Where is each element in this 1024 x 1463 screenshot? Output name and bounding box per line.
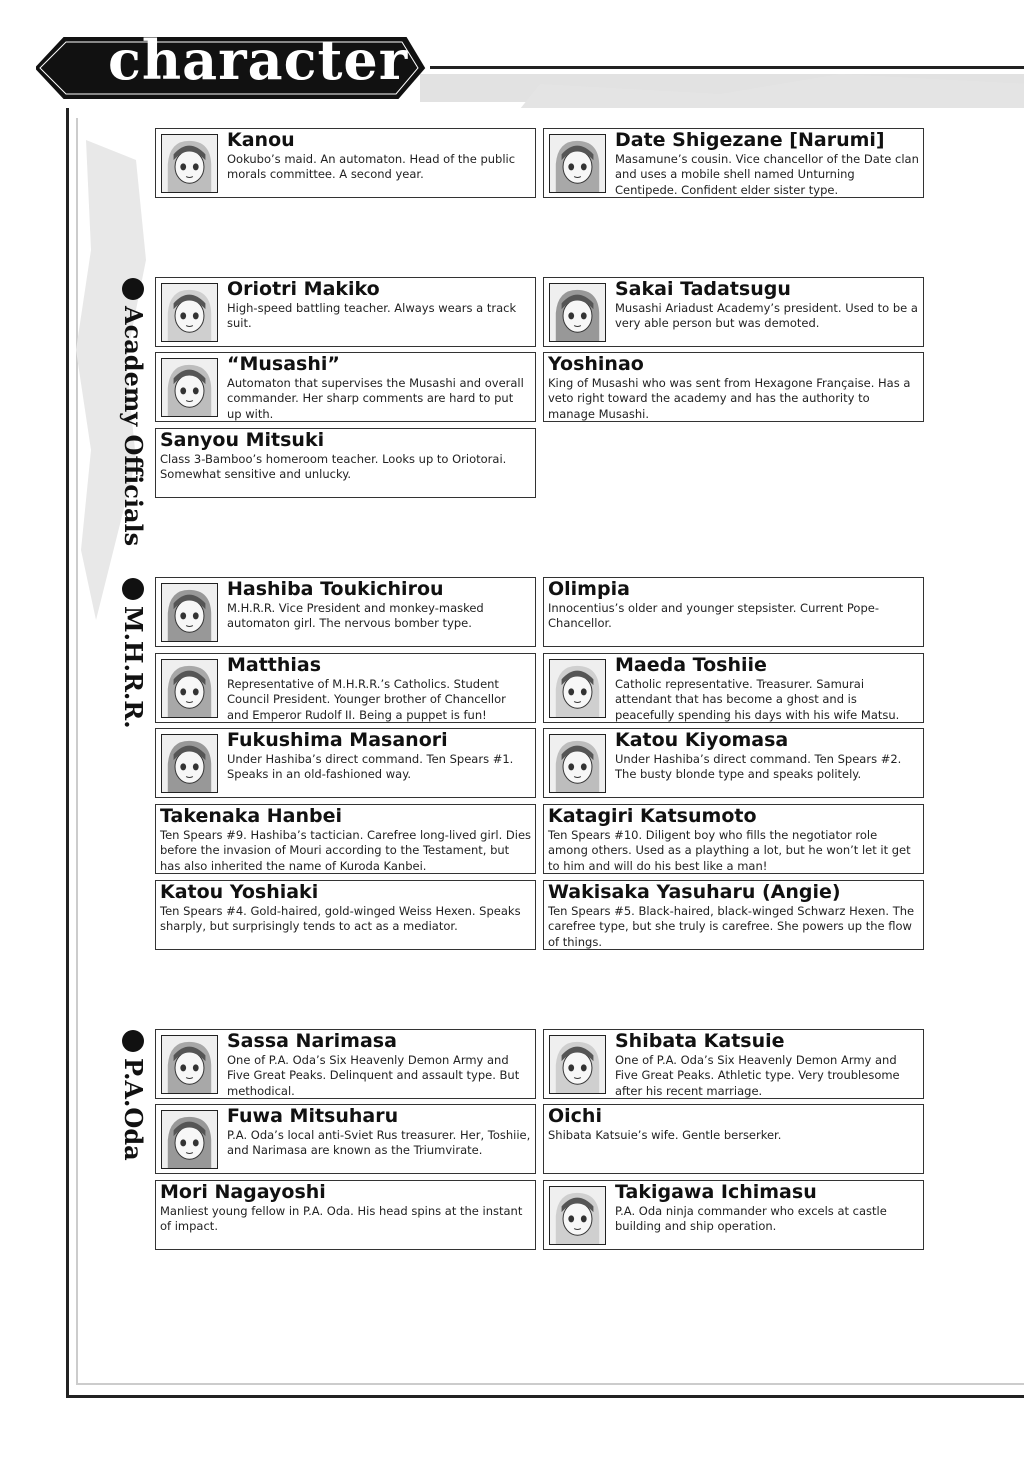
character-card-text: [160, 1181, 531, 1235]
character-description: Masamune’s cousin. Vice chancellor of the Date clan and uses a mobile shell named Unturning Centipede. Confident elder sister type.: [615, 152, 919, 197]
section-label-text: Academy Officials: [119, 306, 148, 547]
character-name: Oichi: [548, 1105, 602, 1127]
character-name: Yoshinao: [548, 353, 644, 375]
takigawa-portrait-icon: [549, 1186, 606, 1245]
character-name: Shibata Katsuie: [615, 1030, 785, 1052]
character-name: Fukushima Masanori: [227, 729, 448, 751]
character-card: [543, 880, 924, 950]
character-description: One of P.A. Oda’s Six Heavenly Demon Army and Five Great Peaks. Delinquent and assault type. But methodical.: [227, 1053, 520, 1098]
character-card: [155, 352, 536, 422]
character-card-text: [227, 578, 531, 632]
character-name: Katagiri Katsumoto: [548, 805, 757, 827]
character-description: P.A. Oda’s local anti-Sviet Rus treasurer. Her, Toshiie, and Narimasa are known as the Triumvirate.: [227, 1128, 531, 1158]
hashiba-portrait-icon: [161, 583, 218, 642]
character-name: Maeda Toshiie: [615, 654, 767, 676]
character-card: [543, 352, 924, 422]
character-card: [543, 1180, 924, 1250]
character-name: Oriotri Makiko: [227, 278, 380, 300]
character-name: Sanyou Mitsuki: [160, 429, 325, 451]
oriotri-portrait-icon: [161, 283, 218, 342]
character-description: Under Hashiba’s direct command. Ten Spears #1. Speaks in an old-fashioned way.: [227, 752, 514, 782]
character-name: “Musashi”: [227, 353, 340, 375]
section-label-text: P.A.Oda: [119, 1058, 148, 1161]
character-description: King of Musashi who was sent from Hexagone Française. Has a veto right toward the academy and has the authority to manage Musashi.: [548, 376, 911, 421]
character-name: Mori Nagayoshi: [160, 1181, 326, 1203]
kanou-portrait-icon: [161, 134, 218, 193]
character-card-text: [227, 1030, 531, 1099]
character-card-text: [160, 805, 531, 874]
character-card: [155, 277, 536, 347]
character-card: [543, 804, 924, 874]
header-rule: [430, 66, 1024, 69]
character-card-text: [615, 278, 919, 332]
character-card-text: [615, 129, 919, 198]
character-card-text: [160, 429, 531, 483]
character-card-text: [615, 1181, 919, 1235]
character-description: Musashi Ariadust Academy’s president. Used to be a very able person but was demoted.: [615, 301, 918, 331]
section-label-mhrr: [116, 578, 148, 729]
character-card: [155, 728, 536, 798]
character-description: High-speed battling teacher. Always wears a track suit.: [227, 301, 517, 331]
character-card: [155, 880, 536, 950]
character-card: [543, 728, 924, 798]
character-card: [543, 1029, 924, 1099]
character-name: Hashiba Toukichirou: [227, 578, 444, 600]
date-portrait-icon: [549, 134, 606, 193]
character-card: [155, 1029, 536, 1099]
character-card: [155, 128, 536, 198]
character-description: Class 3-Bamboo’s homeroom teacher. Looks up to Oriotorai. Somewhat sensitive and unlucky.: [160, 452, 507, 482]
character-card-text: [227, 278, 531, 332]
character-card: [543, 277, 924, 347]
character-description: Manliest young fellow in P.A. Oda. His head spins at the instant of impact.: [160, 1204, 523, 1234]
character-name: Date Shigezane [Narumi]: [615, 129, 885, 151]
character-description: Innocentius’s older and younger stepsister. Current Pope-Chancellor.: [548, 601, 879, 631]
character-card: [543, 1104, 924, 1174]
bullet-dot: [122, 578, 144, 600]
character-card-text: [548, 353, 919, 422]
katou-kiyomasa-portrait-icon: [549, 734, 606, 793]
bullet-dot: [122, 278, 144, 300]
character-card-text: [227, 353, 531, 422]
character-description: M.H.R.R. Vice President and monkey-masked automaton girl. The nervous bomber type.: [227, 601, 484, 631]
fukushima-portrait-icon: [161, 734, 218, 793]
character-name: Wakisaka Yasuharu (Angie): [548, 881, 841, 903]
character-name: Olimpia: [548, 578, 630, 600]
bullet-dot: [122, 1030, 144, 1052]
character-card-text: [227, 129, 531, 183]
character-name: Kanou: [227, 129, 295, 151]
character-card-text: [160, 881, 531, 935]
character-description: Shibata Katsuie’s wife. Gentle berserker.: [548, 1128, 782, 1142]
character-card: [155, 804, 536, 874]
character-description: Automaton that supervises the Musashi and overall commander. Her sharp comments are hard to put up with.: [227, 376, 524, 421]
character-description: Ten Spears #9. Hashiba’s tactician. Carefree long-lived girl. Dies before the invasion of Mouri according to the Testament, but has also inherited the name of Kuroda Kanbei.: [160, 828, 532, 873]
section-label-academy-officials: [116, 278, 148, 546]
fuwa-portrait-icon: [161, 1110, 218, 1169]
character-card-text: [548, 578, 919, 632]
character-name: Sakai Tadatsugu: [615, 278, 791, 300]
character-card: [543, 577, 924, 647]
sakai-portrait-icon: [549, 283, 606, 342]
character-name: Takenaka Hanbei: [160, 805, 343, 827]
character-card: [155, 653, 536, 723]
character-description: Under Hashiba’s direct command. Ten Spears #2. The busty blonde type and speaks politely.: [615, 752, 902, 782]
character-card-text: [615, 654, 919, 723]
shibata-portrait-icon: [549, 1035, 606, 1094]
character-card-text: [548, 1105, 919, 1143]
maeda-portrait-icon: [549, 659, 606, 718]
character-description: Representative of M.H.R.R.’s Catholics. Student Council President. Younger brother of Chancellor and Emperor Rudolf II. Being a puppet is fun!: [227, 677, 506, 722]
sassa-portrait-icon: [161, 1035, 218, 1094]
character-name: Katou Kiyomasa: [615, 729, 789, 751]
character-card-text: [227, 1105, 531, 1159]
character-description: Ten Spears #5. Black-haired, black-winged Schwarz Hexen. The carefree type, but she truly is carefree. She powers up the flow of things.: [548, 904, 915, 949]
character-description: Ten Spears #4. Gold-haired, gold-winged Weiss Hexen. Speaks sharply, but surprisingly tends to act as a mediator.: [160, 904, 521, 934]
character-card-text: [615, 1030, 919, 1099]
character-description: P.A. Oda ninja commander who excels at castle building and ship operation.: [615, 1204, 887, 1234]
character-card-text: [227, 654, 531, 723]
character-description: Catholic representative. Treasurer. Samurai attendant that has become a ghost and is peacefully spending his days with his wife Matsu.: [615, 677, 900, 722]
matthias-portrait-icon: [161, 659, 218, 718]
section-label-pa-oda: [116, 1030, 148, 1161]
character-description: Ten Spears #10. Diligent boy who fills the negotiator role among others. Used as a plaything a lot, but he won’t let it get to him and will do his best like a man!: [548, 828, 911, 873]
character-card-text: [615, 729, 919, 783]
character-name: Matthias: [227, 654, 322, 676]
section-label-text: M.H.R.R.: [119, 606, 148, 729]
page-title: character: [108, 28, 409, 92]
character-name: Sassa Narimasa: [227, 1030, 397, 1052]
character-card-text: [227, 729, 531, 783]
character-description: One of P.A. Oda’s Six Heavenly Demon Army and Five Great Peaks. Athletic type. Very troublesome after his recent marriage.: [615, 1053, 900, 1098]
musashi-portrait-icon: [161, 358, 218, 417]
character-card: [155, 428, 536, 498]
character-card-text: [548, 805, 919, 874]
character-card: [543, 128, 924, 198]
character-card: [155, 1180, 536, 1250]
character-card: [155, 577, 536, 647]
character-name: Takigawa Ichimasu: [615, 1181, 817, 1203]
character-name: Fuwa Mitsuharu: [227, 1105, 399, 1127]
character-card-text: [548, 881, 919, 950]
character-description: Ookubo’s maid. An automaton. Head of the public morals committee. A second year.: [227, 152, 516, 182]
character-name: Katou Yoshiaki: [160, 881, 319, 903]
character-card: [543, 653, 924, 723]
character-card: [155, 1104, 536, 1174]
